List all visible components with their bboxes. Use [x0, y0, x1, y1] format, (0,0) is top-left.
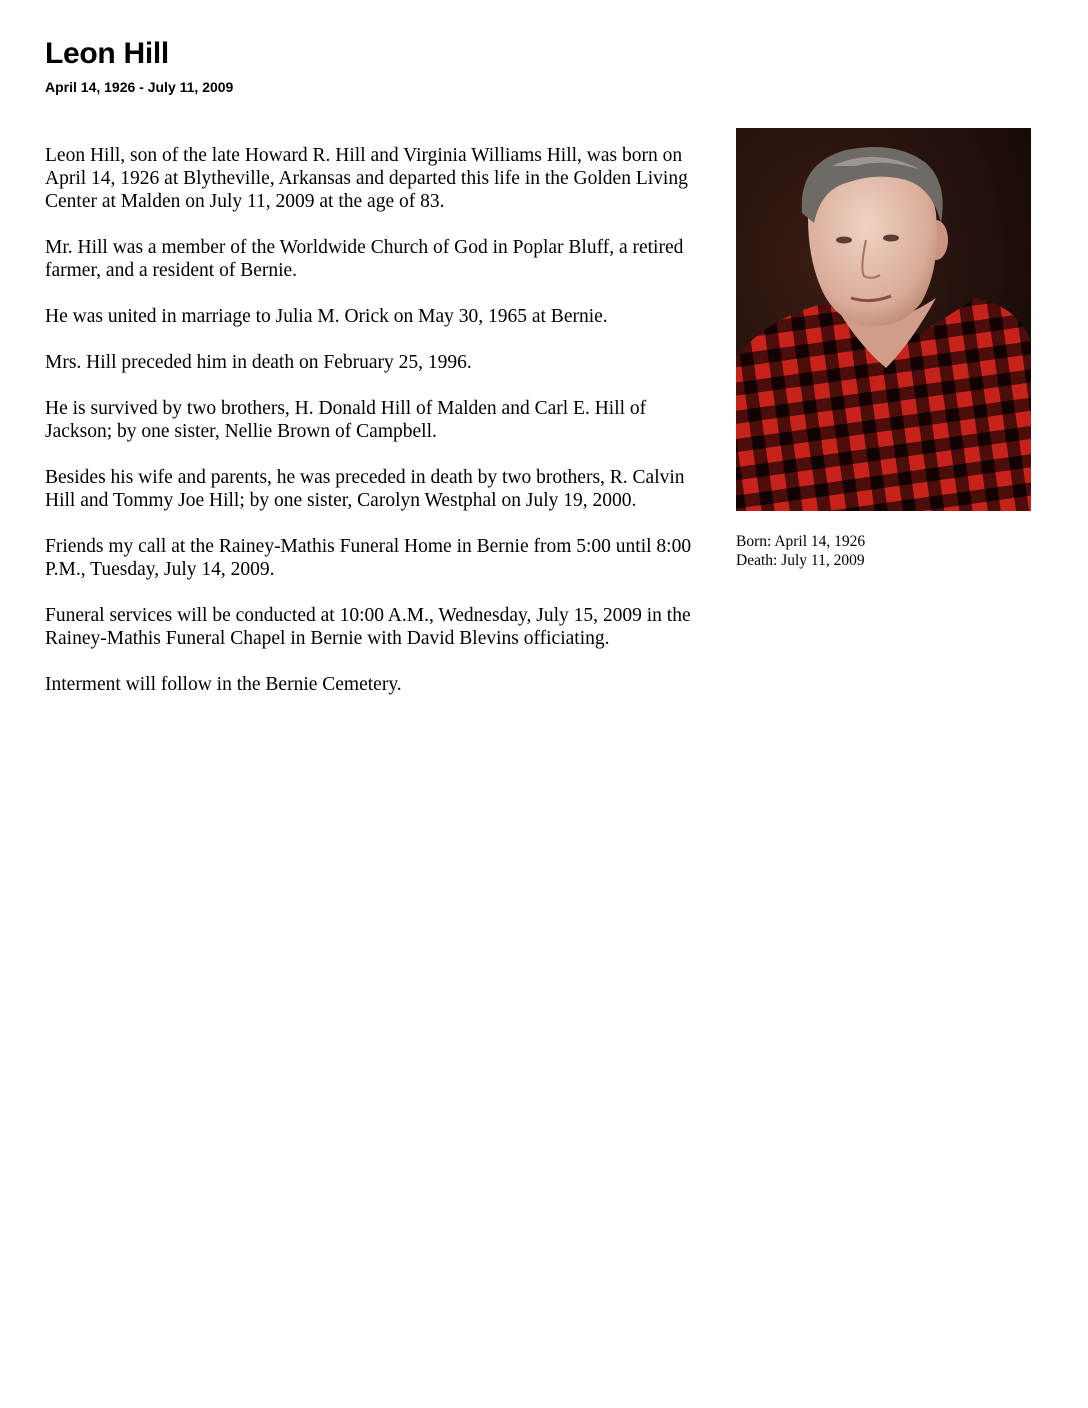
caption-born: Born: April 14, 1926: [736, 533, 866, 550]
obituary-paragraph: Friends my call at the Rainey-Mathis Funeral Home in Bernie from 5:00 until 8:00 P.M., Tuesday, July 14, 2009.: [45, 536, 692, 580]
caption-death: Death: July 11, 2009: [736, 552, 865, 569]
obituary-paragraph: Leon Hill, son of the late Howard R. Hill and Virginia Williams Hill, was born on April 14, 1926 at Blytheville, Arkansas and departed this life in the Golden Living Center at Malden on July 11, 2009 at the age of 83.: [45, 145, 688, 212]
obituary-paragraph: He is survived by two brothers, H. Donald Hill of Malden and Carl E. Hill of Jackson; by one sister, Nellie Brown of Campbell.: [45, 398, 647, 442]
obituary-paragraph: Interment will follow in the Bernie Cemetery.: [45, 674, 402, 695]
portrait-photo: [736, 128, 1031, 511]
obituary-paragraph: Besides his wife and parents, he was preceded in death by two brothers, R. Calvin Hill and Tommy Joe Hill; by one sister, Carolyn Westphal on July 19, 2000.: [45, 467, 685, 511]
obituary-paragraph: Mr. Hill was a member of the Worldwide Church of God in Poplar Bluff, a retired farmer, and a resident of Bernie.: [45, 237, 684, 281]
page-title: Leon Hill: [45, 37, 169, 70]
obituary-paragraph: Funeral services will be conducted at 10:00 A.M., Wednesday, July 15, 2009 in the Rainey-Mathis Funeral Chapel in Bernie with David Blevins officiating.: [45, 605, 691, 649]
life-dates: April 14, 1926 - July 11, 2009: [45, 79, 234, 95]
obituary-body: [45, 144, 710, 719]
obituary-paragraph: Mrs. Hill preceded him in death on February 25, 1996.: [45, 352, 472, 373]
photo-caption: [736, 532, 865, 570]
obituary-paragraph: He was united in marriage to Julia M. Orick on May 30, 1965 at Bernie.: [45, 306, 608, 327]
